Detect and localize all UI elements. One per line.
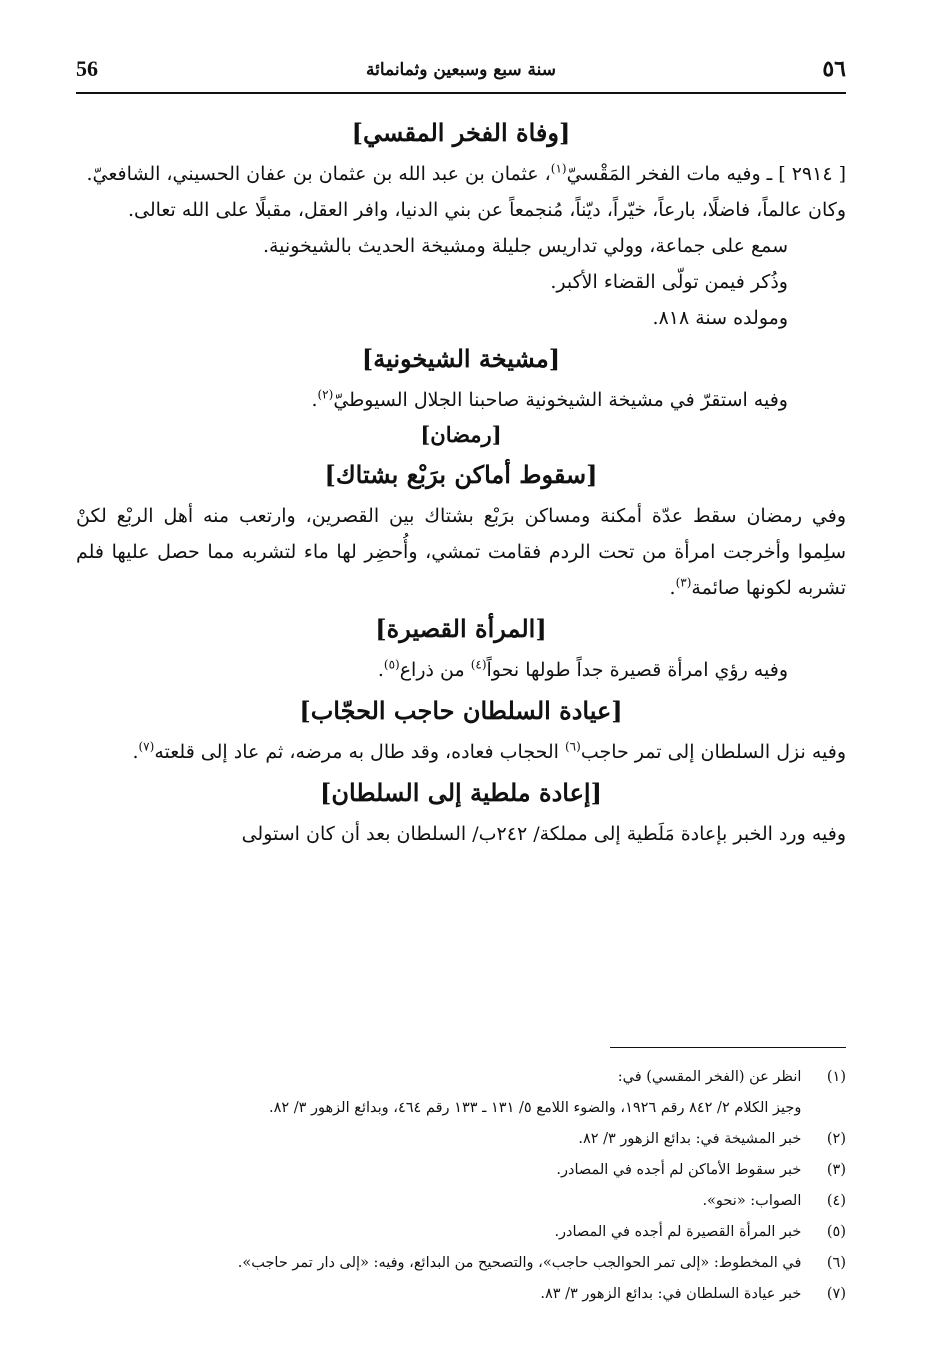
- footnote-ref: (٥): [383, 657, 400, 672]
- paragraph: سمع على جماعة، وولي تداريس جليلة ومشيخة الحديث بالشيخونية.: [262, 235, 788, 257]
- section-heading: [إعادة ملطية إلى السلطان]: [320, 778, 602, 807]
- paragraph: وذُكر فيمن تولّى القضاء الأكبر.: [550, 271, 788, 293]
- paragraph: ومولده سنة ٨١٨.: [652, 307, 788, 329]
- page-number-latin: 56: [76, 56, 98, 81]
- main-text: [76, 110, 846, 852]
- header-rule: [76, 92, 846, 94]
- footnote-number: (٢): [826, 1131, 846, 1147]
- footnote-text: خبر عيادة السلطان في: بدائع الزهور ٣/ ٨٣.: [540, 1286, 802, 1302]
- footnote: [76, 1248, 846, 1279]
- footnote-ref: (١): [550, 161, 567, 176]
- entry-text: وفي رمضان سقط عدّة أمكنة ومساكن برَبْع بشتاك بين القصرين، وارتعب منه أهل الربْع لكنْ سلِموا وأخرجت امرأة من تحت الردم فقامت تمشي، وأُحضِر لها ماء لتشربه مما حصل عليها فلم تشربه لكونها صائمة: [76, 505, 846, 599]
- paragraph: [76, 382, 846, 418]
- footnote-number: (١): [826, 1069, 846, 1085]
- footnote-number: (٧): [826, 1286, 846, 1302]
- section-heading: [مشيخة الشيخونية]: [361, 344, 561, 373]
- paragraph: وكان عالماً، فاضلًا، بارعاً، خيّراً، ديّناً، مُنجمعاً عن بني الدنيا، وافر العقل، مقبلًا على الله تعالى.: [127, 199, 846, 221]
- entry-text: ، عثمان بن عبد الله بن عثمان بن عفان الحسيني، الشافعيّ.: [86, 163, 551, 185]
- footnote-text: خبر المرأة القصيرة لم أجده في المصادر.: [554, 1224, 802, 1240]
- footnote-number: (٥): [826, 1224, 846, 1240]
- entry-text: [ ٢٩١٤ ] ـ وفيه مات الفخر المَقْسيّ: [566, 163, 846, 185]
- section-heading: [وفاة الفخر المقسي]: [351, 118, 571, 147]
- paragraph: [76, 156, 846, 192]
- entry-text: وفيه رؤي امرأة قصيرة جداً طولها نحواً: [486, 659, 788, 681]
- paragraph: [76, 734, 846, 770]
- footnote-number: (٤): [826, 1193, 846, 1209]
- entry-text: وفيه استقرّ في مشيخة الشيخونية صاحبنا الجلال السيوطيّ: [333, 389, 788, 411]
- month-heading: [رمضان]: [420, 422, 502, 447]
- footnote-number: (٣): [826, 1162, 846, 1178]
- paragraph: [76, 652, 846, 688]
- footnote-ref: (٤): [470, 657, 487, 672]
- footnote-ref: (٣): [675, 575, 692, 590]
- page-header: [76, 56, 846, 92]
- section-heading: [عيادة السلطان حاجب الحجّاب]: [299, 696, 623, 725]
- footnote-ref: (٧): [138, 739, 155, 754]
- footnote-text: انظر عن (الفخر المقسي) في:: [617, 1069, 802, 1085]
- footnote-ref: (٢): [317, 387, 334, 402]
- paragraph: وفيه ورد الخبر بإعادة مَلَطية إلى مملكة/ ٢٤٢ب/ السلطان بعد أن كان استولى: [241, 823, 846, 845]
- footnote: [76, 1217, 846, 1248]
- footnote: [76, 1186, 846, 1217]
- section-heading: [المرأة القصيرة]: [375, 614, 547, 643]
- section-heading: [سقوط أماكن برَبْع بشتاك]: [324, 460, 598, 489]
- entry-text: الحجاب فعاده، وقد طال به مرضه، ثم عاد إلى قلعته: [154, 741, 565, 763]
- footnote-rule: [610, 1047, 846, 1048]
- running-title: سنة سبع وسبعين وثمانمائة: [365, 60, 557, 80]
- footnote-text: خبر سقوط الأماكن لم أجده في المصادر.: [556, 1162, 802, 1178]
- footnote: [76, 1279, 846, 1310]
- paragraph: [76, 498, 846, 606]
- page-number-arabic: ٥٦: [822, 56, 846, 82]
- entry-text: .: [377, 659, 384, 681]
- entry-text: وفيه نزل السلطان إلى تمر حاجب: [580, 741, 846, 763]
- footnote: [76, 1062, 846, 1093]
- footnote-text: خبر المشيخة في: بدائع الزهور ٣/ ٨٢.: [578, 1131, 802, 1147]
- entry-text: .: [311, 389, 318, 411]
- footnote: [76, 1124, 846, 1155]
- entry-text: من ذراع: [399, 659, 471, 681]
- footnotes: [76, 1062, 846, 1310]
- entry-text: .: [132, 741, 139, 763]
- footnote-text: الصواب: «نحو».: [702, 1193, 802, 1209]
- footnote-ref: (٦): [564, 739, 581, 754]
- footnote: [76, 1155, 846, 1186]
- entry-text: .: [669, 577, 676, 599]
- footnote-number: (٦): [826, 1255, 846, 1271]
- footnote-text: وجيز الكلام ٢/ ٨٤٢ رقم ١٩٢٦، والضوء اللامع ٥/ ١٣١ ـ ١٣٣ رقم ٤٦٤، وبدائع الزهور ٣/ ٨٢.: [268, 1100, 802, 1116]
- footnote: [76, 1093, 846, 1124]
- footnote-text: في المخطوط: «إلى تمر الحوالجب حاجب»، والتصحيح من البدائع، وفيه: «إلى دار تمر حاجب».: [237, 1255, 802, 1271]
